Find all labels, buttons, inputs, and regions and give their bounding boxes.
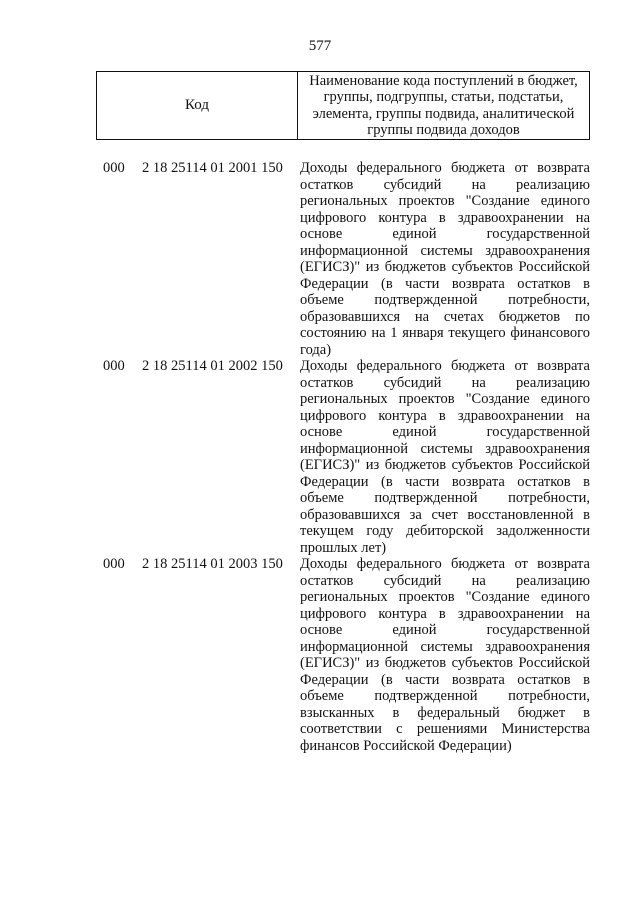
entry-admin-code: 000	[103, 358, 125, 374]
entry-description: Доходы федерального бюджета от возврата остатков субсидий на реализацию региональных проектов "Создание единого цифрового контура в здравоохранении на основе единой государственной информационной системы здравоохранения (ЕГИСЗ)" из бюджетов субъектов Российской Федерации (в части возврата остатков в объеме подтвержденной потребности, взысканных в федеральный бюджет в соответствии с решениями Министерства финансов Российской Федерации)	[300, 556, 590, 754]
entries-list	[103, 160, 590, 754]
header-name-cell	[298, 72, 589, 139]
page-number: 577	[308, 38, 332, 54]
entry-description: Доходы федерального бюджета от возврата остатков субсидий на реализацию региональных проектов "Создание единого цифрового контура в здравоохранении на основе единой государственной информационной системы здравоохранения (ЕГИСЗ)" из бюджетов субъектов Российской Федерации (в части возврата остатков в объеме подтвержденной потребности, образовавшихся за счет восстановленной в текущем году дебиторской задолженности прошлых лет)	[300, 358, 590, 556]
entry-income-code: 2 18 25114 01 2003 150	[142, 556, 283, 572]
entry-admin-code: 000	[103, 160, 125, 176]
entry-income-code: 2 18 25114 01 2001 150	[142, 160, 283, 176]
table-row	[103, 556, 590, 754]
entry-description: Доходы федерального бюджета от возврата остатков субсидий на реализацию региональных проектов "Создание единого цифрового контура в здравоохранении на основе единой государственной информационной системы здравоохранения (ЕГИСЗ)" из бюджетов субъектов Российской Федерации (в части возврата остатков в объеме подтвержденной потребности, образовавшихся на счетах бюджетов по состоянию на 1 января текущего финансового года)	[300, 160, 590, 358]
table-row	[103, 160, 590, 358]
table-row	[103, 358, 590, 556]
entry-income-code: 2 18 25114 01 2002 150	[142, 358, 283, 374]
header-name-label: Наименование кода поступлений в бюджет, группы, подгруппы, статьи, подстатьи, элемента, группы подвида, аналитической группы подвида доходов	[309, 72, 578, 138]
entry-admin-code: 000	[103, 556, 125, 572]
header-code-label: Код	[185, 97, 209, 113]
table-header	[96, 71, 590, 140]
header-code-cell	[97, 72, 298, 139]
